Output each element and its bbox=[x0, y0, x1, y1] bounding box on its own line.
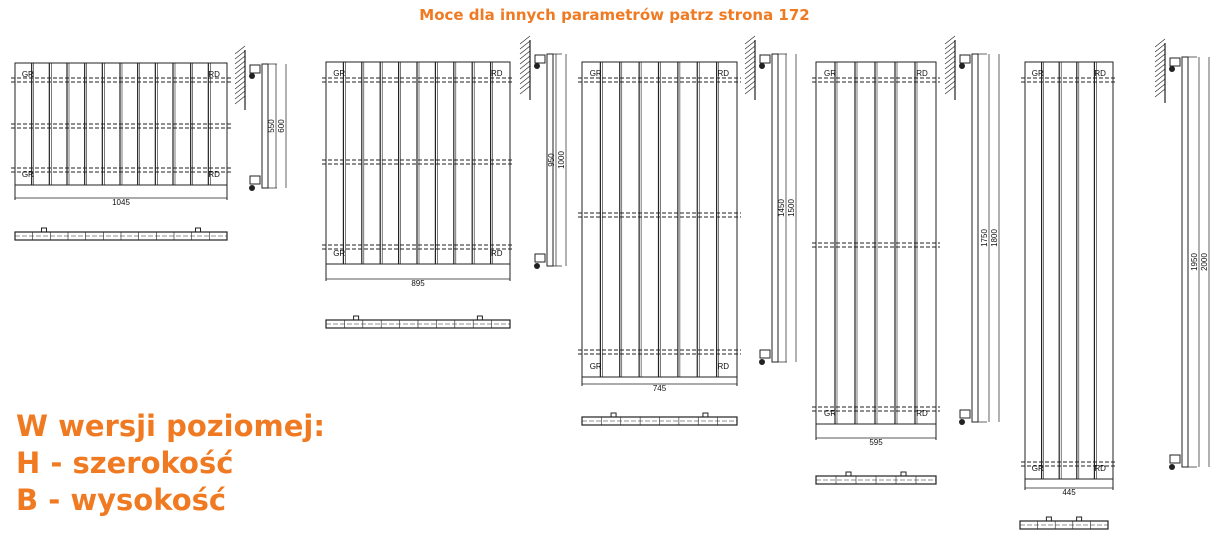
width-dimension-label: 895 bbox=[411, 279, 425, 288]
outer-height-label: 2000 bbox=[1200, 253, 1209, 271]
radiator-side-view bbox=[1155, 39, 1209, 470]
radiator-outline bbox=[1025, 62, 1113, 479]
wall-bracket bbox=[760, 55, 770, 63]
wall-bracket bbox=[1170, 455, 1180, 463]
fitting-marker-right: RD bbox=[916, 409, 928, 418]
inner-height-label: 550 bbox=[267, 119, 276, 133]
inner-height-label: 1950 bbox=[1190, 253, 1199, 271]
width-dimension-label: 1045 bbox=[112, 198, 130, 207]
wall-bracket bbox=[760, 350, 770, 358]
outer-height-label: 600 bbox=[277, 119, 286, 133]
fitting-marker-right: RD bbox=[208, 170, 220, 179]
radiator-top-view bbox=[582, 413, 737, 425]
radiator-3 bbox=[578, 36, 796, 425]
width-dimension-label: 595 bbox=[869, 438, 883, 447]
width-dimension-label: 745 bbox=[652, 384, 667, 393]
top-view-bracket bbox=[703, 413, 708, 417]
radiator-profile bbox=[1182, 57, 1188, 467]
width-dimension-label: 445 bbox=[1062, 488, 1076, 497]
radiator-side-view bbox=[945, 36, 999, 425]
radiator-top-view bbox=[816, 472, 936, 484]
outer-height-label: 1800 bbox=[990, 229, 999, 247]
valve-top bbox=[534, 63, 540, 69]
radiator-outline bbox=[326, 62, 510, 264]
valve-top bbox=[759, 63, 765, 69]
inner-height-label: 950 bbox=[547, 153, 556, 167]
fitting-marker-right: RD bbox=[1094, 69, 1106, 78]
inner-height-label: 1450 bbox=[777, 199, 786, 217]
radiator-side-view bbox=[520, 36, 566, 269]
fitting-marker-right: RD bbox=[916, 69, 928, 78]
wall-bracket bbox=[535, 254, 545, 262]
note-width: H - szerokość bbox=[16, 446, 234, 480]
radiator-2 bbox=[322, 36, 566, 328]
radiator-4 bbox=[812, 36, 999, 484]
fitting-marker-right: RD bbox=[717, 362, 730, 371]
valve-bottom bbox=[759, 359, 765, 365]
radiator-top-view bbox=[1020, 517, 1108, 529]
fitting-marker-left: GR bbox=[1031, 69, 1044, 78]
fitting-marker-right: RD bbox=[491, 249, 503, 258]
top-view-bracket bbox=[477, 316, 482, 320]
fitting-marker-left: GR bbox=[1031, 464, 1044, 473]
inner-height-label: 1750 bbox=[980, 229, 989, 247]
radiator-front-view bbox=[578, 62, 741, 393]
fitting-marker-left: GR bbox=[824, 409, 836, 418]
fitting-marker-right: RD bbox=[208, 70, 220, 79]
wall-bracket bbox=[1170, 58, 1180, 66]
top-view-bracket bbox=[901, 472, 906, 476]
fitting-marker-left: GR bbox=[589, 362, 602, 371]
radiator-front-view bbox=[322, 62, 514, 288]
fitting-marker-left: GR bbox=[333, 249, 346, 258]
radiator-top-view bbox=[326, 316, 510, 328]
top-view-bracket bbox=[196, 228, 201, 232]
wall-bracket bbox=[250, 176, 260, 184]
radiator-front-view bbox=[1021, 62, 1117, 497]
radiator-outline bbox=[582, 62, 737, 377]
wall-bracket bbox=[960, 410, 970, 418]
wall-bracket bbox=[960, 55, 970, 63]
valve-bottom bbox=[249, 185, 255, 191]
valve-top bbox=[1169, 66, 1175, 72]
note-title: W wersji poziomej: bbox=[16, 409, 325, 443]
top-view-bracket bbox=[354, 316, 359, 320]
radiator-top-view bbox=[15, 228, 227, 240]
radiator-profile bbox=[972, 54, 978, 422]
outer-height-label: 1500 bbox=[787, 199, 796, 217]
radiator-1 bbox=[11, 46, 286, 240]
page-header: Moce dla innych parametrów patrz strona 172 bbox=[419, 6, 810, 24]
valve-bottom bbox=[534, 263, 540, 269]
top-view-bracket bbox=[42, 228, 47, 232]
radiator-side-view bbox=[235, 46, 286, 191]
fitting-marker-left: GR bbox=[21, 70, 34, 79]
valve-bottom bbox=[1169, 464, 1175, 470]
fitting-marker-left: GR bbox=[589, 69, 602, 78]
fitting-marker-right: RD bbox=[1094, 464, 1106, 473]
top-view-bracket bbox=[611, 413, 616, 417]
valve-bottom bbox=[959, 419, 965, 425]
valve-top bbox=[959, 63, 965, 69]
fitting-marker-left: GR bbox=[21, 170, 34, 179]
fitting-marker-left: GR bbox=[333, 69, 346, 78]
radiator-side-view bbox=[745, 36, 796, 365]
fitting-marker-right: RD bbox=[717, 69, 730, 78]
top-view-bracket bbox=[846, 472, 851, 476]
note-height: B - wysokość bbox=[16, 483, 227, 517]
fitting-marker-left: GR bbox=[824, 69, 836, 78]
radiator-5 bbox=[1020, 39, 1209, 529]
outer-height-label: 1000 bbox=[557, 151, 566, 169]
radiator-front-view bbox=[11, 63, 231, 207]
wall-bracket bbox=[535, 55, 545, 63]
radiator-front-view bbox=[812, 62, 940, 447]
valve-top bbox=[249, 73, 255, 79]
fitting-marker-right: RD bbox=[491, 69, 503, 78]
wall-bracket bbox=[250, 65, 260, 73]
